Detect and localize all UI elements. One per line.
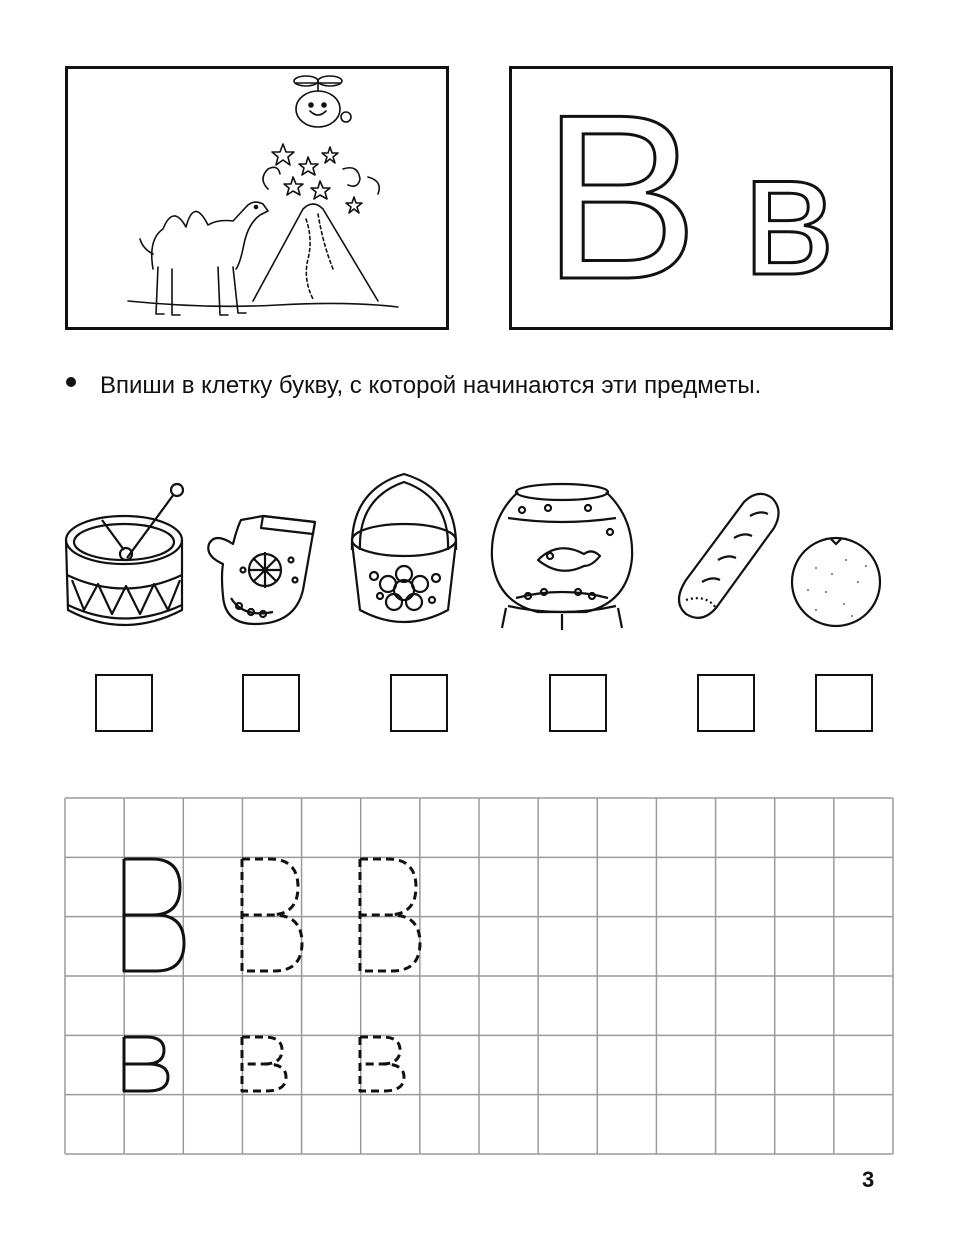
trace-lowercase-letter — [360, 1037, 404, 1091]
answer-box[interactable] — [242, 674, 300, 732]
drum-icon — [62, 480, 192, 640]
mitten-icon — [203, 500, 323, 630]
orange-icon — [786, 532, 890, 628]
big-letter-lowercase: в — [742, 117, 835, 312]
answer-box[interactable] — [549, 674, 607, 732]
trace-lowercase-letter — [242, 1037, 286, 1091]
sample-uppercase-letter — [124, 859, 184, 971]
illustration-frame — [65, 66, 449, 330]
bullet-icon — [66, 377, 76, 387]
trace-uppercase-letter — [360, 859, 420, 971]
task-instruction: Впиши в клетку букву, с которой начинаются эти предметы. — [100, 372, 762, 399]
camel-volcano-illustration — [68, 69, 446, 327]
sample-lowercase-letter — [124, 1037, 168, 1091]
letter-frame — [509, 66, 893, 330]
loaf-icon — [672, 490, 784, 626]
answer-box[interactable] — [815, 674, 873, 732]
bucket-icon — [344, 470, 464, 635]
big-letter-uppercase: В — [542, 65, 699, 328]
copybook-grid — [64, 797, 894, 1155]
answer-box[interactable] — [390, 674, 448, 732]
fishbowl-icon — [488, 478, 636, 636]
answer-box[interactable] — [95, 674, 153, 732]
trace-uppercase-letter — [242, 859, 302, 971]
answer-box[interactable] — [697, 674, 755, 732]
page-number: 3 — [862, 1167, 875, 1192]
